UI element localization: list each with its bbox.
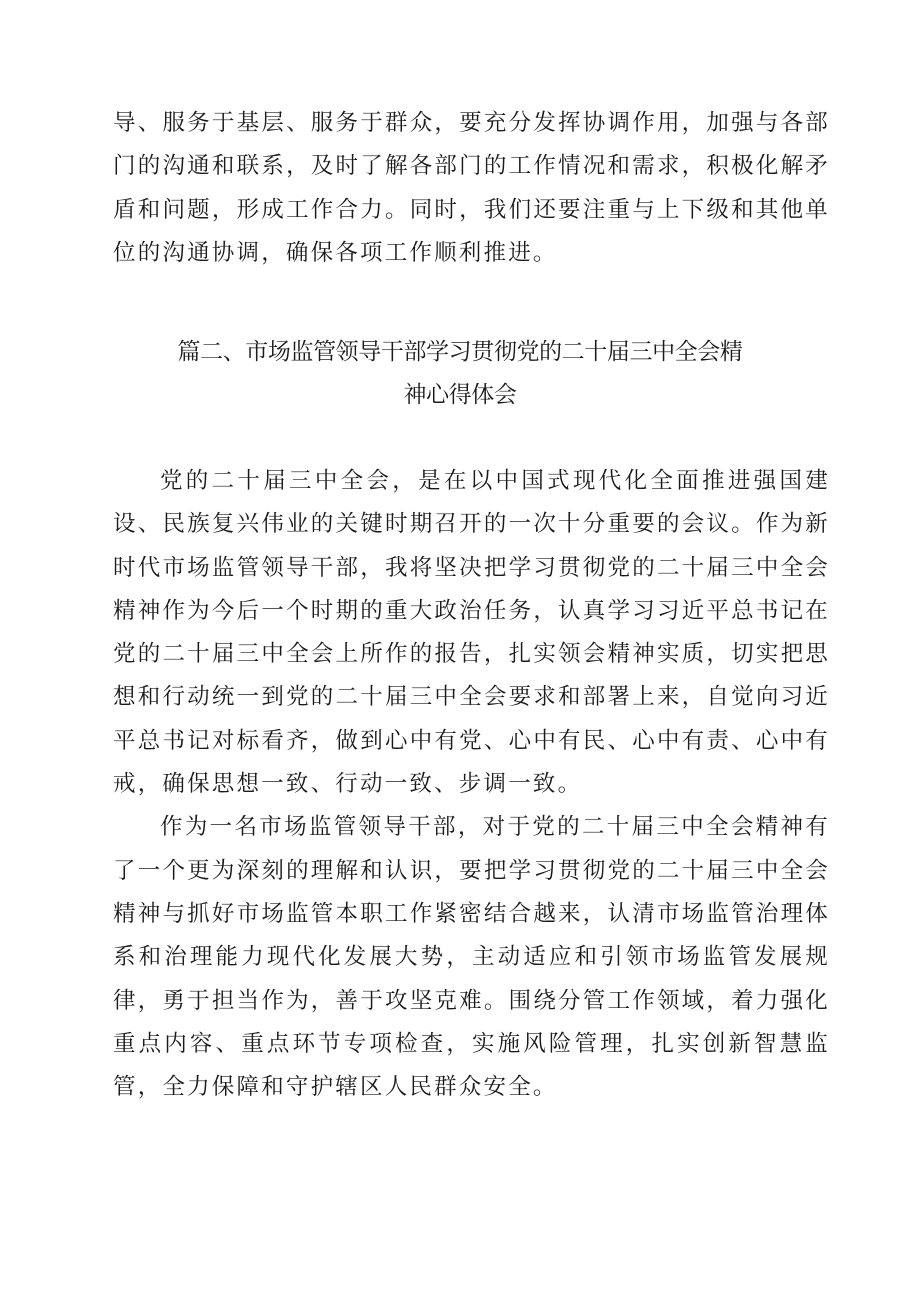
body-paragraph-2: 作为一名市场监管领导干部，对于党的二十届三中全会精神有了一个更为深刻的理解和认识，要把学习贯彻党的二十届三中全会精神与抓好市场监管本职工作紧密结合越来，认清市场监管治理体系和治理能力现代化发展大势，主动适应和引领市场监管发展规律，勇于担当作为，善于攻坚克难。围绕分管工作领域，着力强化重点内容、重点环节专项检查，实施风险管理，扎实创新智慧监管，全力保障和守护辖区人民群众安全。	[113, 814, 830, 1101]
body-text	[113, 460, 830, 1109]
section-heading-line-1: 篇二、市场监管领导干部学习贯彻党的二十届三中全会精	[177, 339, 743, 365]
section-heading-line-2: 神心得体会	[403, 382, 517, 408]
section-heading	[0, 331, 920, 417]
continuation-paragraph: 导、服务于基层、服务于群众，要充分发挥协调作用，加强与各部门的沟通和联系，及时了解各部门的工作情况和需求，积极化解矛盾和问题，形成工作合力。同时，我们还要注重与上下级和其他单位的沟通协调，确保各项工作顺利推进。	[113, 110, 830, 266]
body-paragraph-1: 党的二十届三中全会，是在以中国式现代化全面推进强国建设、民族复兴伟业的关键时期召开的一次十分重要的会议。作为新时代市场监管领导干部，我将坚决把学习贯彻党的二十届三中全会精神作为今后一个时期的重大政治任务，认真学习习近平总书记在党的二十届三中全会上所作的报告，扎实领会精神实质，切实把思想和行动统一到党的二十届三中全会要求和部署上来，自觉向习近平总书记对标看齐，做到心中有党、心中有民、心中有责、心中有戒，确保思想一致、行动一致、步调一致。	[113, 468, 830, 798]
